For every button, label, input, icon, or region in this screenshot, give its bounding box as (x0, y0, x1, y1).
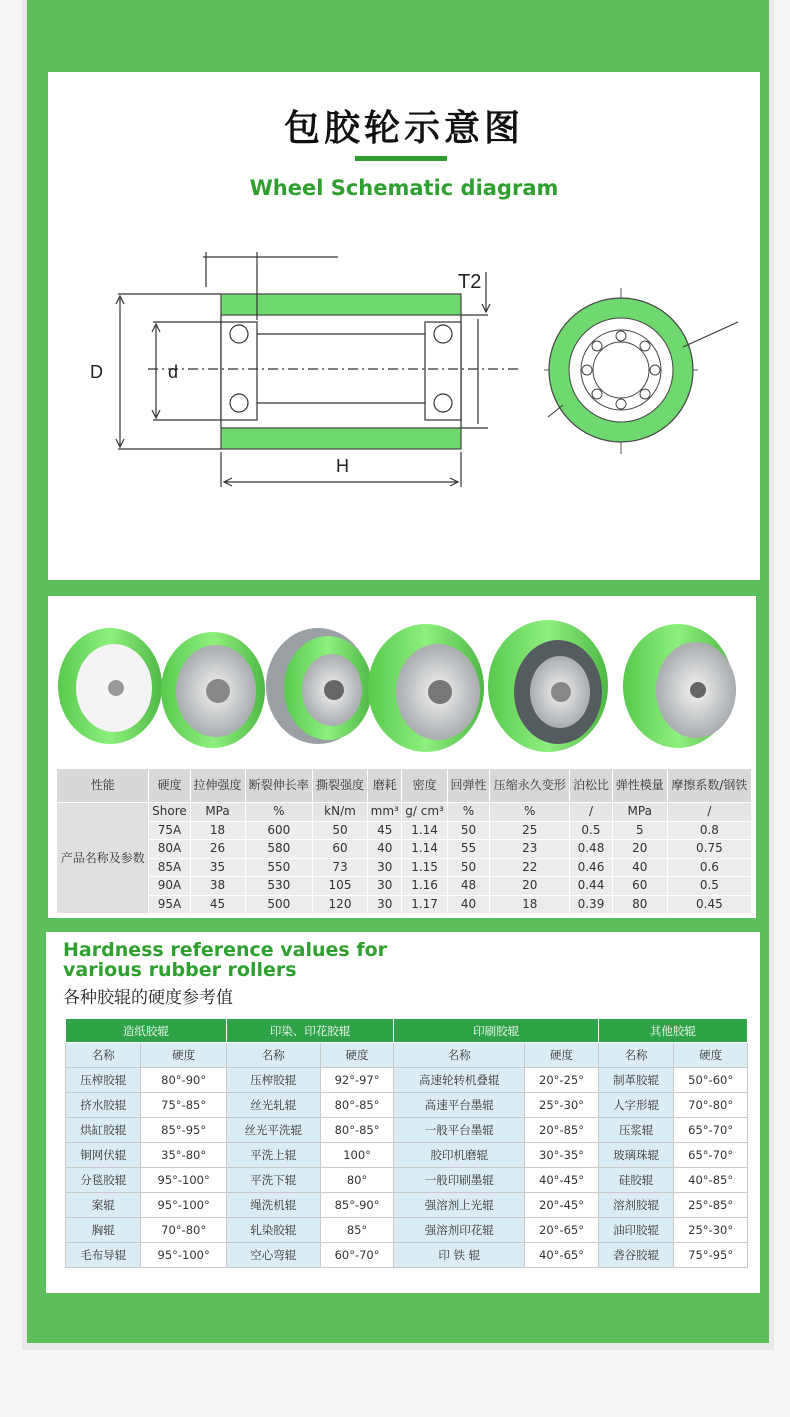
cell: 22 (490, 858, 570, 877)
table-row (66, 1243, 748, 1268)
cell: 80°-90° (141, 1068, 226, 1093)
cell: 18 (490, 895, 570, 914)
hardness-title-cn: 各种胶辊的硬度参考值 (63, 988, 233, 1008)
sub-name: 名称 (598, 1043, 673, 1068)
unit-cell: MPa (190, 803, 245, 822)
cell: 案辊 (66, 1193, 141, 1218)
cell: 23 (490, 840, 570, 859)
table-row (57, 858, 752, 877)
schematic-panel (48, 72, 760, 580)
cell: 硅胶辊 (598, 1168, 673, 1193)
cell: 0.48 (570, 840, 613, 859)
header-cell: 密度 (402, 769, 447, 803)
cell: 75°-85° (141, 1093, 226, 1118)
cell: 丝光平洗辊 (226, 1118, 320, 1143)
cell: 挤水胶辊 (66, 1093, 141, 1118)
cell: 压浆辊 (598, 1118, 673, 1143)
cell: 压榨胶辊 (66, 1068, 141, 1093)
cell: 80A (149, 840, 190, 859)
cell: 580 (245, 840, 312, 859)
cell: 1.16 (402, 877, 447, 896)
cell: 0.5 (570, 821, 613, 840)
unit-cell: / (667, 803, 751, 822)
wheel-schematic-drawing (48, 72, 760, 580)
unit-cell: % (447, 803, 490, 822)
cell: 一般平台墨辊 (394, 1118, 525, 1143)
cell: 75A (149, 821, 190, 840)
unit-cell: % (245, 803, 312, 822)
cell: 80°-85° (320, 1093, 394, 1118)
cell: 高速轮转机叠辊 (394, 1068, 525, 1093)
cell: 溶剂胶辊 (598, 1193, 673, 1218)
header-cell: 压缩永久变形 (490, 769, 570, 803)
cell: 85A (149, 858, 190, 877)
hardness-title-en-line2: various rubber rollers (63, 959, 297, 981)
cell: 平洗上辊 (226, 1143, 320, 1168)
cell: 毛布导辊 (66, 1243, 141, 1268)
group-header-row (66, 1019, 748, 1043)
group-paper: 造纸胶辊 (66, 1019, 227, 1043)
cell: 35 (190, 858, 245, 877)
unit-cell: / (570, 803, 613, 822)
cell: 25°-85° (674, 1193, 748, 1218)
label-H: H (336, 456, 349, 476)
cell: 强溶剂上光辊 (394, 1193, 525, 1218)
cell: 30 (368, 877, 402, 896)
header-cell: 硬度 (149, 769, 190, 803)
group-dyeing: 印染、印花胶辊 (226, 1019, 394, 1043)
cell: 0.6 (667, 858, 751, 877)
cell: 高速平台墨辊 (394, 1093, 525, 1118)
header-cell: 撕裂强度 (313, 769, 368, 803)
cell: 平洗下辊 (226, 1168, 320, 1193)
cell: 丝光轧辊 (226, 1093, 320, 1118)
table-row (66, 1118, 748, 1143)
cell: 强溶剂印花辊 (394, 1218, 525, 1243)
cell: 50 (313, 821, 368, 840)
cell: 0.45 (667, 895, 751, 914)
cell: 120 (313, 895, 368, 914)
cell: 玻璃珠辊 (598, 1143, 673, 1168)
front-view (544, 288, 738, 454)
table-header-row (57, 769, 752, 803)
wheel-2 (161, 632, 265, 748)
unit-cell: MPa (612, 803, 667, 822)
header-cell: 拉伸强度 (190, 769, 245, 803)
cell: 0.39 (570, 895, 613, 914)
cell: 105 (313, 877, 368, 896)
cell: 65°-70° (674, 1143, 748, 1168)
cell: 印 铁 辊 (394, 1243, 525, 1268)
cell: 1.14 (402, 840, 447, 859)
sub-name: 名称 (66, 1043, 141, 1068)
cell: 30°-35° (525, 1143, 599, 1168)
cell: 50°-60° (674, 1068, 748, 1093)
wheel-5 (488, 620, 608, 752)
hardness-title-en-line1: Hardness reference values for (63, 939, 388, 961)
wheel-3 (266, 628, 372, 744)
sub-name: 名称 (394, 1043, 525, 1068)
cell: 18 (190, 821, 245, 840)
cell: 一般印刷墨辊 (394, 1168, 525, 1193)
wheel-photos (48, 596, 756, 768)
cell: 38 (190, 877, 245, 896)
cell: 60°-70° (320, 1243, 394, 1268)
header-cell: 磨耗 (368, 769, 402, 803)
group-printing: 印刷胶辊 (394, 1019, 598, 1043)
cell: 5 (612, 821, 667, 840)
properties-panel (48, 596, 756, 918)
group-other: 其他胶辊 (598, 1019, 747, 1043)
cell: 20°-25° (525, 1068, 599, 1093)
table-row (57, 840, 752, 859)
hardness-table (65, 1018, 748, 1268)
cell: 轧染胶辊 (226, 1218, 320, 1243)
cell: 绳洗机辊 (226, 1193, 320, 1218)
cell: 95°-100° (141, 1193, 226, 1218)
hardness-title-en (63, 940, 387, 980)
cell: 550 (245, 858, 312, 877)
hardness-panel (46, 932, 760, 1293)
cell: 80 (612, 895, 667, 914)
cell: 烘缸胶辊 (66, 1118, 141, 1143)
unit-row (57, 803, 752, 822)
cell: 85°-90° (320, 1193, 394, 1218)
cell: 45 (368, 821, 402, 840)
cell: 95A (149, 895, 190, 914)
cell: 85° (320, 1218, 394, 1243)
cell: 48 (447, 877, 490, 896)
cell: 1.17 (402, 895, 447, 914)
cell: 70°-80° (141, 1218, 226, 1243)
cell: 75°-95° (674, 1243, 748, 1268)
cell: 92°-97° (320, 1068, 394, 1093)
label-t2: T2 (458, 271, 482, 293)
unit-cell: kN/m (313, 803, 368, 822)
unit-cell: Shore (149, 803, 190, 822)
cell: 45 (190, 895, 245, 914)
cell: 20 (612, 840, 667, 859)
cell: 40°-85° (674, 1168, 748, 1193)
table-row (66, 1218, 748, 1243)
cell: 80°-85° (320, 1118, 394, 1143)
cell: 胶印机磨辊 (394, 1143, 525, 1168)
cell: 压榨胶辊 (226, 1068, 320, 1093)
header-cell: 泊松比 (570, 769, 613, 803)
table-row (66, 1193, 748, 1218)
wheel-1 (58, 628, 162, 744)
header-cell: 摩擦系数/钢铁 (667, 769, 751, 803)
cell: 60 (612, 877, 667, 896)
cell: 0.44 (570, 877, 613, 896)
unit-cell: % (490, 803, 570, 822)
cell: 70°-80° (674, 1093, 748, 1118)
schematic-title-cn: 包胶轮示意图 (283, 108, 524, 149)
row-label: 产品名称及参数 (57, 803, 149, 914)
cell: 50 (447, 858, 490, 877)
cell: 0.5 (667, 877, 751, 896)
cell: 制革胶辊 (598, 1068, 673, 1093)
cell: 530 (245, 877, 312, 896)
cell: 40 (612, 858, 667, 877)
cell: 0.46 (570, 858, 613, 877)
sub-hardness: 硬度 (320, 1043, 394, 1068)
sub-hardness: 硬度 (674, 1043, 748, 1068)
cell: 0.75 (667, 840, 751, 859)
cell: 20°-65° (525, 1218, 599, 1243)
cell: 25°-30° (674, 1218, 748, 1243)
schematic-title-en: Wheel Schematic diagram (249, 176, 559, 200)
sub-hardness: 硬度 (141, 1043, 226, 1068)
cell: 30 (368, 858, 402, 877)
cell: 砻谷胶辊 (598, 1243, 673, 1268)
wheel-6 (623, 624, 736, 748)
header-cell: 回弹性 (447, 769, 490, 803)
cell: 65°-70° (674, 1118, 748, 1143)
sub-name: 名称 (226, 1043, 320, 1068)
cell: 铜网伏辊 (66, 1143, 141, 1168)
table-row (66, 1093, 748, 1118)
cell: 40 (447, 895, 490, 914)
cell: 胸辊 (66, 1218, 141, 1243)
cell: 90A (149, 877, 190, 896)
header-cell: 性能 (57, 769, 149, 803)
table-row (66, 1143, 748, 1168)
cell: 73 (313, 858, 368, 877)
header-cell: 弹性模量 (612, 769, 667, 803)
table-row (57, 821, 752, 840)
properties-table (56, 768, 752, 914)
table-row (57, 895, 752, 914)
unit-cell: mm³ (368, 803, 402, 822)
unit-cell: g/ cm³ (402, 803, 447, 822)
cell: 20°-85° (525, 1118, 599, 1143)
cell: 25 (490, 821, 570, 840)
cell: 30 (368, 895, 402, 914)
table-row (57, 877, 752, 896)
cell: 空心弯辊 (226, 1243, 320, 1268)
cell: 95°-100° (141, 1243, 226, 1268)
cell: 95°-100° (141, 1168, 226, 1193)
cell: 分毯胶辊 (66, 1168, 141, 1193)
sub-header-row (66, 1043, 748, 1068)
cell: 40 (368, 840, 402, 859)
cell: 600 (245, 821, 312, 840)
header-cell: 断裂伸长率 (245, 769, 312, 803)
cell: 50 (447, 821, 490, 840)
cell: 80° (320, 1168, 394, 1193)
cell: 55 (447, 840, 490, 859)
cell: 20°-45° (525, 1193, 599, 1218)
cell: 26 (190, 840, 245, 859)
label-D: D (90, 362, 103, 382)
sub-hardness: 硬度 (525, 1043, 599, 1068)
cell: 1.15 (402, 858, 447, 877)
cell: 油印胶辊 (598, 1218, 673, 1243)
cell: 40°-65° (525, 1243, 599, 1268)
cell: 人字形辊 (598, 1093, 673, 1118)
table-row (66, 1068, 748, 1093)
cell: 35°-80° (141, 1143, 226, 1168)
cell: 20 (490, 877, 570, 896)
wheel-4 (368, 624, 484, 752)
cell: 60 (313, 840, 368, 859)
table-row (66, 1168, 748, 1193)
cell: 1.14 (402, 821, 447, 840)
cell: 500 (245, 895, 312, 914)
cell: 0.8 (667, 821, 751, 840)
cell: 40°-45° (525, 1168, 599, 1193)
cell: 100° (320, 1143, 394, 1168)
cell: 85°-95° (141, 1118, 226, 1143)
cell: 25°-30° (525, 1093, 599, 1118)
label-d: d (168, 362, 179, 382)
